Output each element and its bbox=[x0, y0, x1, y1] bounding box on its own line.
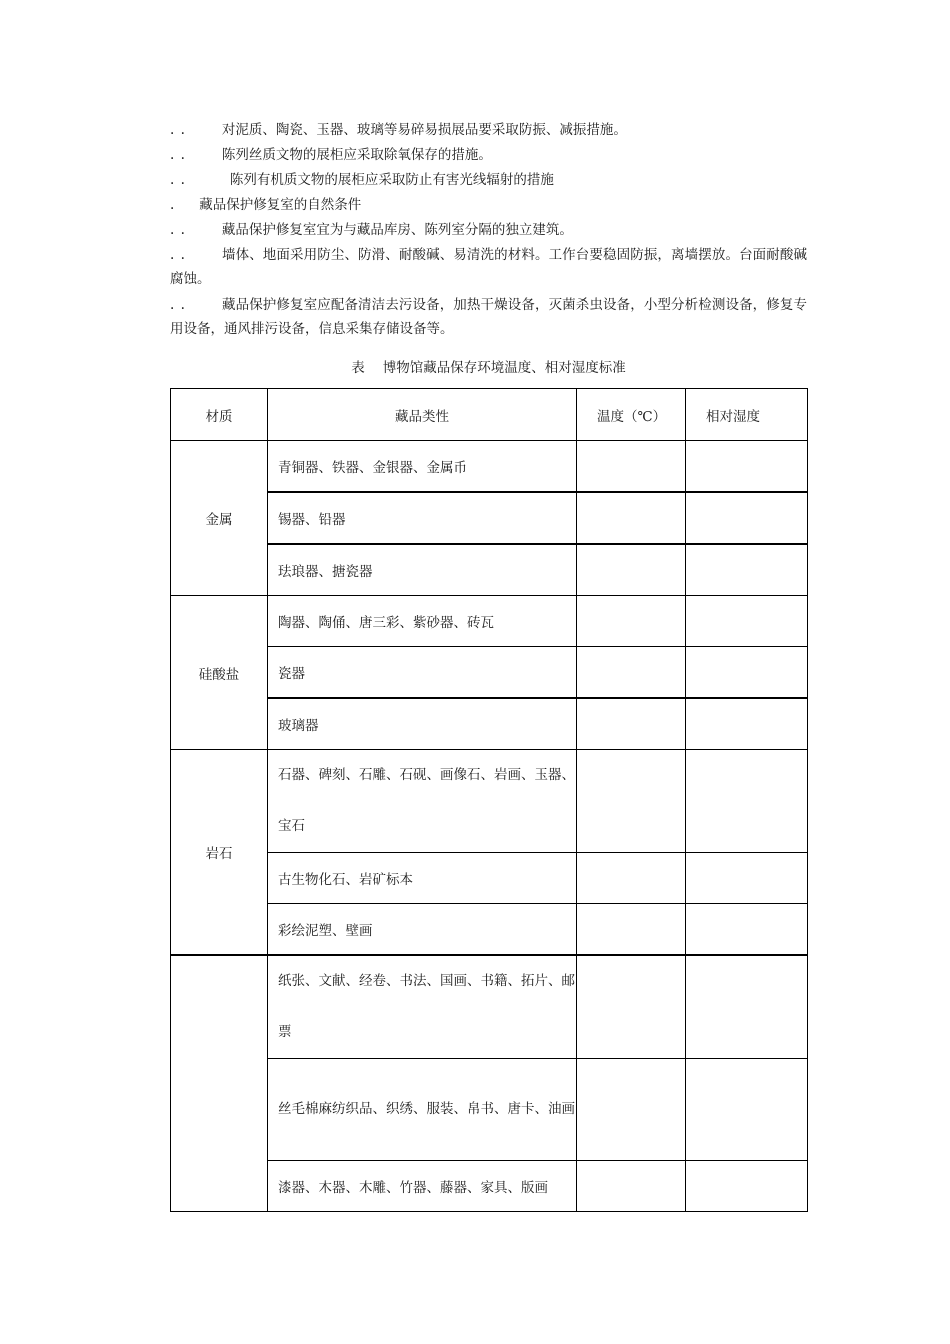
clause-text: 陈列丝质文物的展柜应采取除氧保存的措施。 bbox=[221, 147, 492, 163]
clause-text: 陈列有机质文物的展柜应采取防止有害光线辐射的措施 bbox=[229, 172, 554, 188]
item-cell: 彩绘泥塑、壁画 bbox=[268, 904, 577, 956]
clause-text: 墙体、地面采用防尘、防滑、耐酸碱、易清洗的材料。工作台要稳固防振，离墙摆放。台面耐酸碱腐蚀。 bbox=[170, 247, 807, 287]
humidity-cell bbox=[686, 1161, 808, 1212]
paragraph bbox=[170, 168, 807, 192]
item-cell: 青铜器、铁器、金银器、金属币 bbox=[268, 441, 577, 493]
table-caption-prefix: 表 bbox=[351, 360, 365, 376]
environment-standard-table bbox=[170, 388, 808, 1212]
header-material: 材质 bbox=[171, 389, 268, 441]
clause-number: . . bbox=[170, 247, 186, 263]
table-caption-title: 博物馆藏品保存环境温度、相对湿度标准 bbox=[382, 360, 626, 376]
humidity-cell bbox=[686, 750, 808, 853]
clause-number: . . bbox=[170, 297, 186, 313]
temperature-cell bbox=[577, 853, 686, 904]
temperature-cell bbox=[577, 750, 686, 853]
humidity-cell bbox=[686, 698, 808, 750]
clause-text: 藏品保护修复室宜为与藏品库房、陈列室分隔的独立建筑。 bbox=[221, 222, 573, 238]
humidity-cell bbox=[686, 955, 808, 1059]
header-temperature: 温度（℃） bbox=[577, 389, 686, 441]
humidity-cell bbox=[686, 904, 808, 956]
temperature-cell bbox=[577, 441, 686, 493]
humidity-cell bbox=[686, 441, 808, 493]
paragraph bbox=[170, 243, 807, 291]
clause-text: 藏品保护修复室应配备清洁去污设备，加热干燥设备，灭菌杀虫设备，小型分析检测设备，修复专用设备，通风排污设备，信息采集存储设备等。 bbox=[170, 297, 807, 337]
clause-text: 藏品保护修复室的自然条件 bbox=[199, 197, 362, 213]
humidity-cell bbox=[686, 853, 808, 904]
header-type: 藏品类性 bbox=[268, 389, 577, 441]
temperature-cell bbox=[577, 1161, 686, 1212]
item-cell: 锡器、铅器 bbox=[268, 492, 577, 544]
section-heading bbox=[170, 193, 807, 217]
material-cell: 岩石 bbox=[171, 750, 268, 956]
material-cell: 金属 bbox=[171, 441, 268, 596]
item-cell: 珐琅器、搪瓷器 bbox=[268, 544, 577, 596]
clause-number: . . bbox=[170, 122, 186, 138]
table-row bbox=[171, 441, 808, 493]
temperature-cell bbox=[577, 955, 686, 1059]
clause-number: . . bbox=[170, 222, 186, 238]
temperature-cell bbox=[577, 904, 686, 956]
item-cell: 玻璃器 bbox=[268, 698, 577, 750]
humidity-cell bbox=[686, 596, 808, 647]
paragraph bbox=[170, 143, 807, 167]
table-row bbox=[171, 596, 808, 647]
temperature-cell bbox=[577, 647, 686, 699]
item-cell: 漆器、木器、木雕、竹器、藤器、家具、版画 bbox=[268, 1161, 577, 1212]
humidity-cell bbox=[686, 1059, 808, 1161]
paragraph bbox=[170, 118, 807, 142]
clause-number: . . bbox=[170, 172, 186, 188]
item-cell: 陶器、陶俑、唐三彩、紫砂器、砖瓦 bbox=[268, 596, 577, 647]
item-cell: 石器、碑刻、石雕、石砚、画像石、岩画、玉器、宝石 bbox=[268, 750, 577, 853]
temperature-cell bbox=[577, 698, 686, 750]
humidity-cell bbox=[686, 647, 808, 699]
table-row bbox=[171, 955, 808, 1059]
clause-number: . bbox=[170, 197, 176, 213]
item-cell: 瓷器 bbox=[268, 647, 577, 699]
temperature-cell bbox=[577, 596, 686, 647]
header-humidity: 相对湿度 bbox=[686, 389, 808, 441]
humidity-cell bbox=[686, 544, 808, 596]
material-cell bbox=[171, 955, 268, 1212]
clause-number: . . bbox=[170, 147, 186, 163]
paragraph bbox=[170, 218, 807, 242]
item-cell: 纸张、文献、经卷、书法、国画、书籍、拓片、邮票 bbox=[268, 955, 577, 1059]
temperature-cell bbox=[577, 544, 686, 596]
paragraph bbox=[170, 293, 807, 341]
material-cell: 硅酸盐 bbox=[171, 596, 268, 750]
temperature-cell bbox=[577, 492, 686, 544]
table-header-row bbox=[171, 389, 808, 441]
temperature-cell bbox=[577, 1059, 686, 1161]
item-cell: 丝毛棉麻纺织品、织绣、服装、帛书、唐卡、油画 bbox=[268, 1059, 577, 1161]
clause-text: 对泥质、陶瓷、玉器、玻璃等易碎易损展品要采取防振、减振措施。 bbox=[221, 122, 627, 138]
item-cell: 古生物化石、岩矿标本 bbox=[268, 853, 577, 904]
humidity-cell bbox=[686, 492, 808, 544]
table-caption bbox=[170, 356, 807, 380]
table-row bbox=[171, 750, 808, 853]
